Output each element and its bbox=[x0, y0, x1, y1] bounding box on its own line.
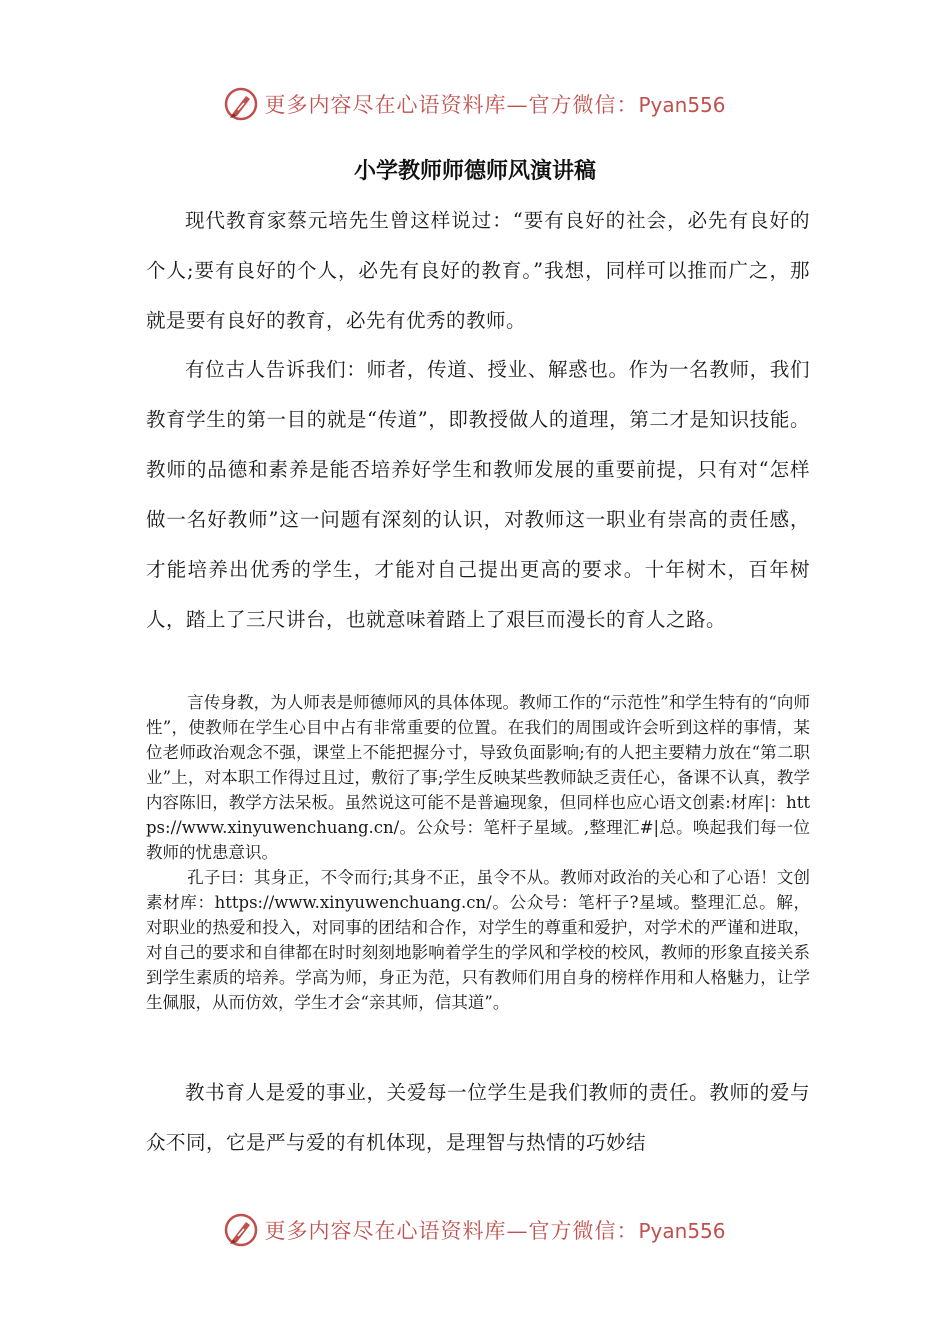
banner-handle: Pyan556 bbox=[638, 1219, 726, 1243]
paragraph-block-3 bbox=[146, 690, 810, 1015]
footer-banner bbox=[0, 1210, 950, 1250]
banner-text: 更多内容尽在心语资料库—官方微信：Pyan556 bbox=[264, 93, 726, 117]
banner-handle: Pyan556 bbox=[638, 93, 726, 117]
banner-text: 更多内容尽在心语资料库—官方微信：Pyan556 bbox=[264, 1219, 726, 1243]
paragraph: 孔子曰：其身正，不令而行;其身不正，虽令不从。教师对政治的关心和了心语！文创素材库：https://www.xinyuwenchuang.cn/。公众号：笔杆子?星域。整理汇总。解，对职业的热爱和投入，对同事的团结和合作，对学生的尊重和爱护，对学术的严谨和进取，对自己的要求和自律都在时时刻刻地影响着学生的学风和学校的校风，教师的形象直接关系到学生素质的培养。学高为师，身正为范，只有教师们用自身的榜样作用和人格魅力，让学生佩服，从而仿效，学生才会“亲其师，信其道”。 bbox=[146, 868, 810, 1012]
paragraph: 现代教育家蔡元培先生曾这样说过：“要有良好的社会，必先有良好的个人;要有良好的个人，必先有良好的教育。”我想，同样可以推而广之，那就是要有良好的教育，必先有优秀的教师。 bbox=[146, 209, 810, 332]
paragraph: 有位古人告诉我们：师者，传道、授业、解惑也。作为一名教师，我们教育学生的第一目的就是“传道”，即教授做人的道理，第二才是知识技能。教师的品德和素养是能否培养好学生和教师发展的重要前提，只有对“怎样做一名好教师”这一问题有深刻的认识，对教师这一职业有崇高的责任感，才能培养出优秀的学生，才能对自己提出更高的要求。十年树木，百年树人，踏上了三尺讲台，也就意味着踏上了艰巨而漫长的育人之路。 bbox=[146, 358, 810, 631]
paragraph-block-4 bbox=[146, 1068, 810, 1168]
header-banner bbox=[0, 84, 950, 124]
document-title: 小学教师师德师风演讲稿 bbox=[353, 159, 596, 184]
paragraph-block-1 bbox=[146, 196, 810, 346]
paragraph-block-2 bbox=[146, 345, 810, 645]
pen-nib-logo-icon bbox=[224, 1213, 258, 1247]
paragraph: 言传身教，为人师表是师德师风的具体体现。教师工作的“示范性”和学生特有的“向师性”，使教师在学生心目中占有非常重要的位置。在我们的周围或许会听到这样的事情，某位老师政治观念不强，课堂上不能把握分寸，导致负面影响;有的人把主要精力放在“第二职业”上，对本职工作得过且过，敷衍了事;学生反映某些教师缺乏责任心，备课不认真，教学内容陈旧，教学方法呆板。虽然说这可能不是普遍现象，但同样也应心语文创素:材库|：https://www.xinyuwenchuang.cn/。公众号：笔杆子星域。,整理汇#|总。唤起我们每一位教师的忧患意识。 bbox=[146, 693, 810, 862]
pen-nib-logo-icon bbox=[224, 87, 258, 121]
paragraph: 教书育人是爱的事业，关爱每一位学生是我们教师的责任。教师的爱与众不同，它是严与爱的有机体现，是理智与热情的巧妙结 bbox=[146, 1081, 810, 1154]
